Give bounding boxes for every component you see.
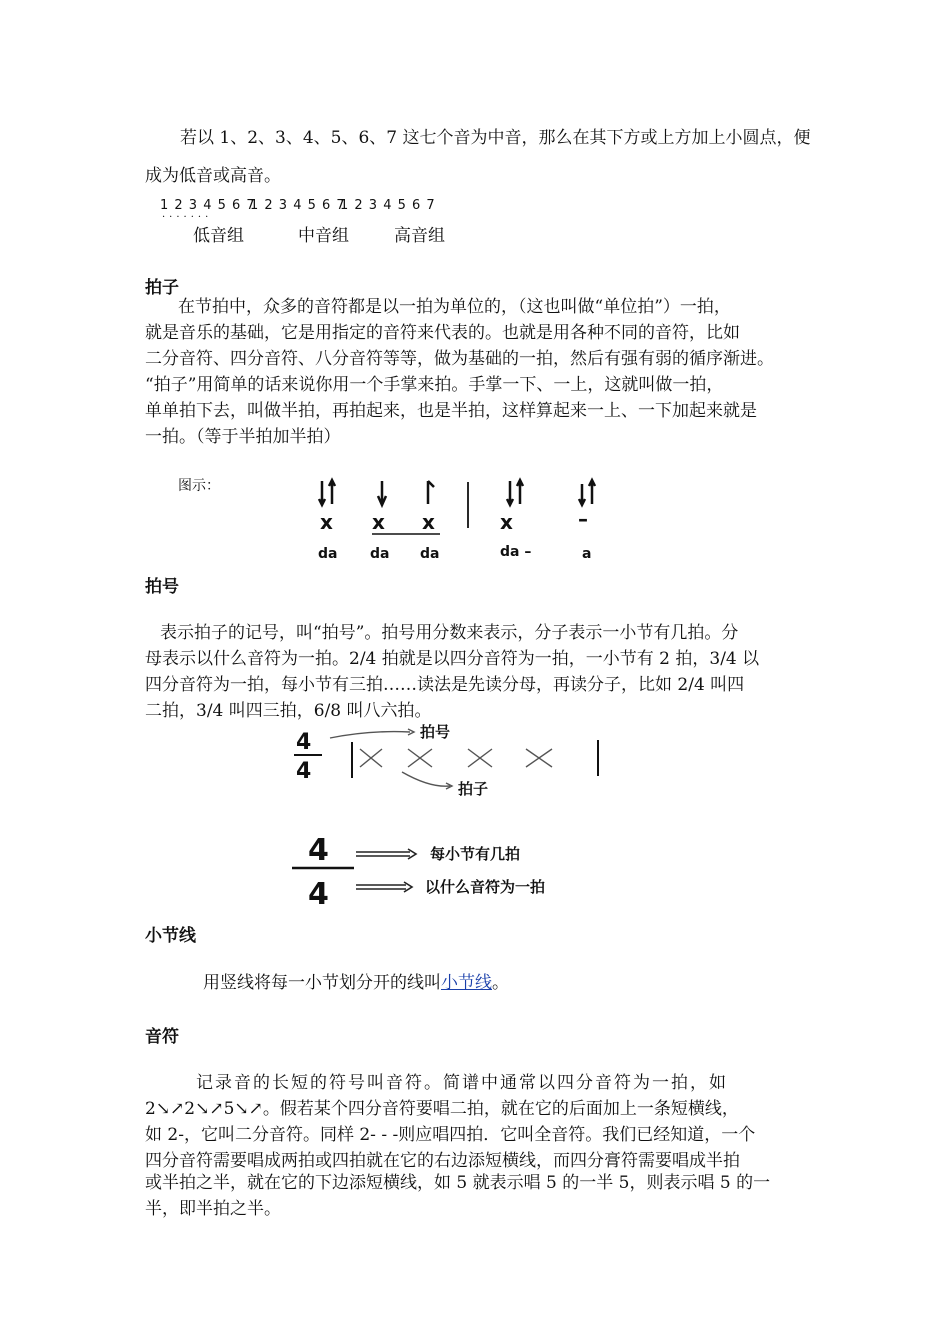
beat-line-3: 二分音符、四分音符、八分音符等等，做为基础的一拍，然后有强有弱的循序渐进。: [145, 349, 774, 369]
syllable-4: da –: [500, 544, 532, 560]
scale-mid: 1 2 3 4 5 6 7: [250, 198, 346, 213]
label-time-signature: 拍号: [420, 723, 451, 741]
fraction-denominator: 4: [308, 877, 329, 912]
beat-line-1: 在节拍中，众多的音符都是以一拍为单位的，（这也叫做“单位拍”）一拍，: [178, 297, 731, 317]
label-beats-per-bar: 每小节有几拍: [430, 845, 521, 863]
beat-figure: [310, 476, 610, 566]
barline-link[interactable]: 小节线: [441, 973, 492, 993]
scale-low: 1 2 3 4 5 6 7: [160, 198, 256, 213]
figure-label: 图示：: [178, 478, 220, 494]
sig-denominator: 4: [296, 759, 312, 784]
high-group-label: 高音组: [394, 226, 445, 246]
beat-line-4: “拍子”用简单的话来说你用一个手掌来拍。手掌一下、一上，这就叫做一拍，: [145, 375, 724, 395]
beat-line-5: 单单拍下去，叫做半拍，再拍起来，也是半拍，这样算起来一上、一下加起来就是: [145, 401, 757, 421]
ts-line-1: 表示拍子的记号，叫“拍号”。拍号用分数来表示，分子表示一小节有几拍。分: [160, 623, 739, 643]
mid-group-label: 中音组: [298, 226, 349, 246]
syllable-3: da: [420, 546, 440, 562]
x-mark-4: x: [500, 510, 513, 534]
barline-text: [203, 970, 509, 996]
beat-line-6: 一拍。（等于半拍加半拍）: [145, 427, 341, 447]
barline-text-before: 用竖线将每一小节划分开的线叫: [203, 973, 441, 993]
heading-note: 音符: [145, 1027, 179, 1047]
note-line-6: 半，即半拍之半。: [145, 1199, 281, 1219]
ts-line-3: 四分音符为一拍，每小节有三拍……读法是先读分母，再读分子，比如 2/4 叫四: [145, 675, 745, 695]
time-signature-diagram: [290, 722, 610, 800]
fraction-diagram: [290, 828, 630, 912]
heading-time-signature: 拍号: [145, 577, 179, 597]
heading-beat: 拍子: [145, 278, 179, 298]
fraction-numerator: 4: [308, 833, 329, 868]
note-line-1: 记录音的长短的符号叫音符。简谱中通常以四分音符为一拍，如: [196, 1073, 728, 1093]
x-mark-3: x: [422, 510, 435, 534]
x-mark-2: x: [372, 510, 385, 534]
label-beat-note: 以什么音符为一拍: [425, 878, 546, 896]
label-beat: 拍子: [458, 780, 489, 798]
note-line-5: 或半拍之半，就在它的下边添短横线，如 5 就表示唱 5 的一半 5，则表示唱 5 的一: [145, 1173, 771, 1193]
beat-line-2: 就是音乐的基础，它是用指定的音符来代表的。也就是用各种不同的音符，比如: [145, 323, 740, 343]
syllable-1: da: [318, 546, 338, 562]
heading-barline: 小节线: [145, 926, 196, 946]
barline-text-after: 。: [492, 973, 509, 993]
ts-line-2: 母表示以什么音符为一拍。2/4 拍就是以四分音符为一拍，一小节有 2 拍，3/4 以: [145, 649, 760, 669]
sig-numerator: 4: [296, 730, 312, 755]
intro-line-2: 成为低音或高音。: [145, 166, 281, 186]
scale-high: 1 2 3 4 5 6 7: [340, 198, 436, 213]
note-line-4: 四分音符需要唱成两拍或四拍就在它的右边添短横线，而四分膏符需要唱成半拍: [145, 1151, 740, 1171]
x-mark-1: x: [320, 510, 333, 534]
note-line-3: 如 2-，它叫二分音符。同样 2- - -则应唱四拍．它叫全音符。我们已经知道，一个: [145, 1125, 756, 1145]
low-group-label: 低音组: [193, 226, 244, 246]
syllable-5: a: [582, 546, 592, 562]
syllable-2: da: [370, 546, 390, 562]
intro-line-1: 若以 1、2、3、4、5、6、7 这七个音为中音，那么在其下方或上方加上小圆点，便: [180, 128, 811, 148]
low-dots: ·······: [162, 212, 213, 223]
ts-line-4: 二拍，3/4 叫四三拍，6/8 叫八六拍。: [145, 701, 432, 721]
note-line-2: 2↘↗2↘↗5↘↗。假若某个四分音符要唱二拍，就在它的后面加上一条短横线，: [145, 1099, 739, 1119]
dash-mark: –: [578, 507, 588, 531]
